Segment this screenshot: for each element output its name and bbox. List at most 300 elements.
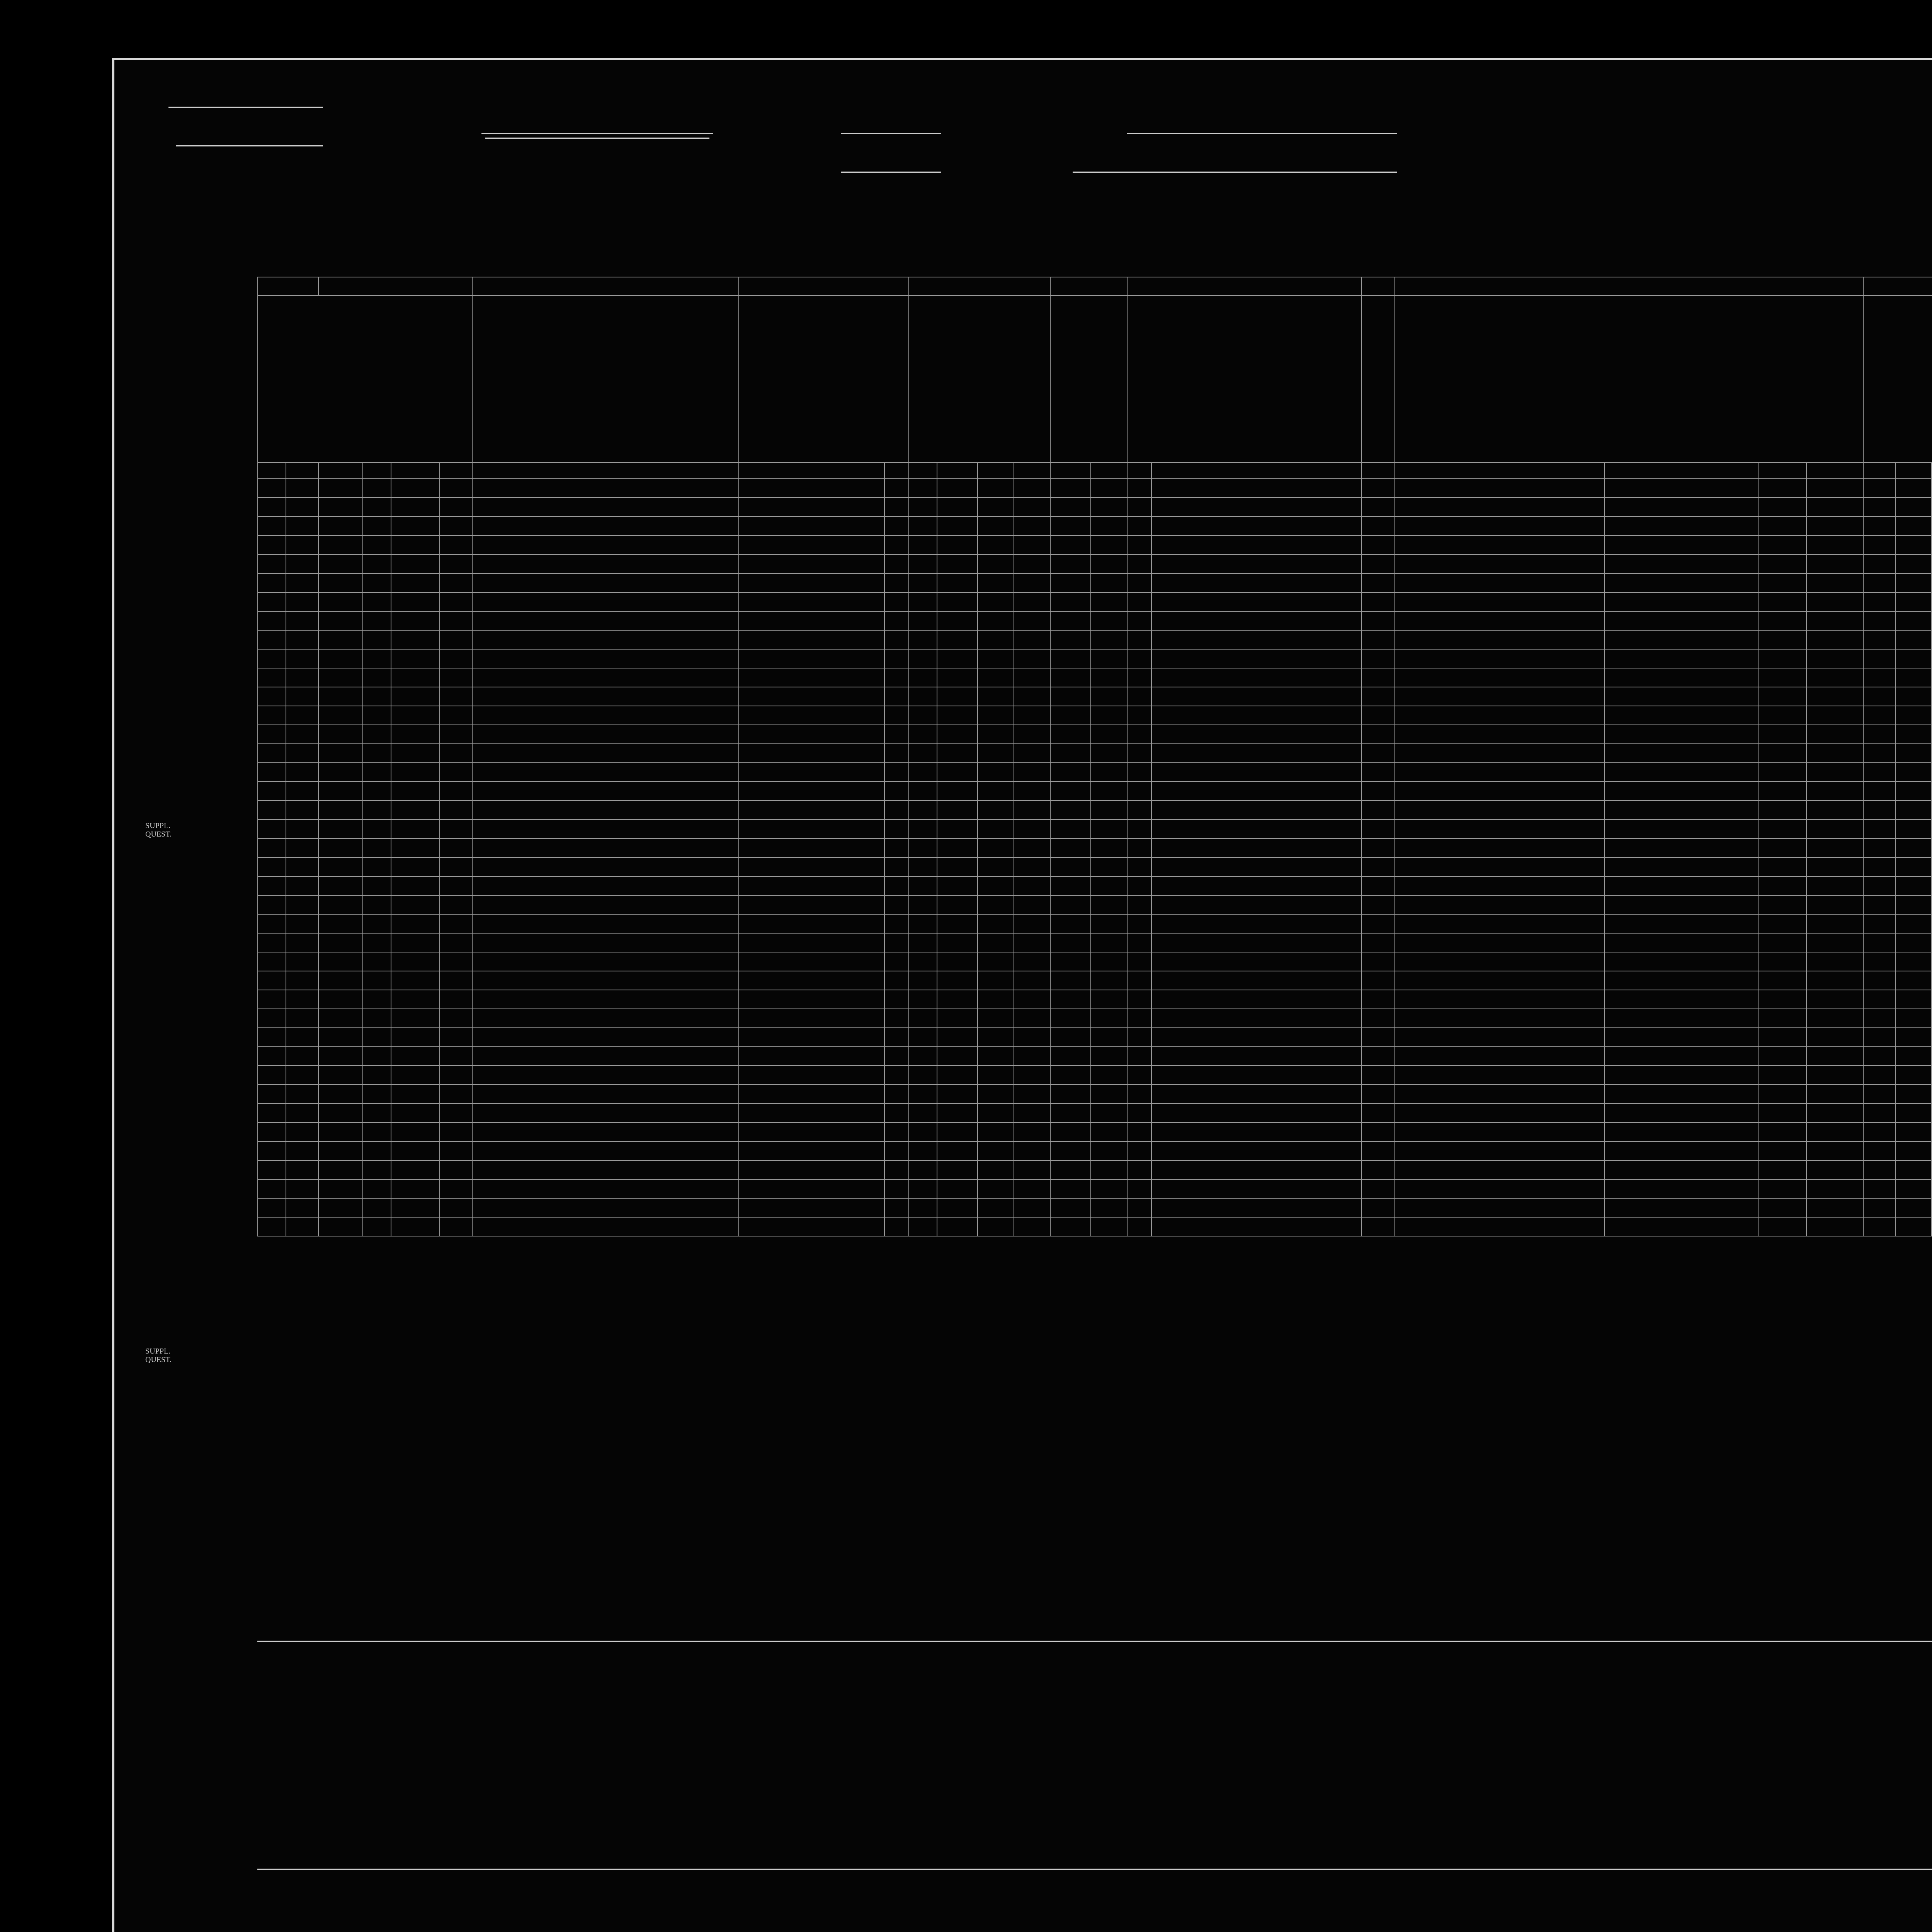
cell-sex — [909, 1009, 937, 1028]
cell-res-city — [1394, 1066, 1604, 1085]
cell-birthplace — [1151, 668, 1362, 687]
cell-sex — [909, 687, 937, 706]
cell-line — [258, 668, 286, 687]
cell-empty — [1895, 838, 1932, 857]
cell-race — [937, 952, 978, 971]
cell-owned — [363, 820, 391, 838]
cell-marital — [1014, 1104, 1050, 1122]
cell-empty — [286, 573, 318, 592]
cell-race — [937, 725, 978, 744]
table-row — [258, 1085, 1932, 1104]
cell-empty — [286, 554, 318, 573]
cell-farm — [440, 1179, 472, 1198]
cell-empty — [286, 1066, 318, 1085]
cell-empty — [1806, 1047, 1863, 1066]
cell-res-city — [1394, 1104, 1604, 1122]
cell-empty — [1758, 592, 1807, 611]
cell-relation — [739, 611, 884, 630]
cell-marital — [1014, 1028, 1050, 1047]
cell-marital — [1014, 479, 1050, 498]
cell-empty — [1604, 744, 1758, 763]
name-desc — [472, 296, 739, 463]
cell-empty — [884, 1122, 909, 1141]
cell-grade — [1091, 857, 1127, 876]
cell-school — [1050, 1198, 1091, 1217]
cell-res-city — [1394, 838, 1604, 857]
cell-empty — [1806, 1122, 1863, 1141]
cell-line — [258, 687, 286, 706]
cell-res-city — [1394, 876, 1604, 895]
cell-empty — [1758, 1179, 1807, 1198]
cell-value — [391, 1198, 440, 1217]
cell-race — [937, 554, 978, 573]
cell-line — [258, 649, 286, 668]
cell-name — [472, 1217, 739, 1236]
cell-age — [978, 1160, 1014, 1179]
cell-relation — [739, 838, 884, 857]
cell-empty — [1362, 1122, 1394, 1141]
cell-empty — [1604, 498, 1758, 517]
cell-at-work — [1863, 971, 1896, 990]
cell-age — [978, 1141, 1014, 1160]
cell-age — [978, 536, 1014, 554]
cell-empty — [1806, 1179, 1863, 1198]
cell-res-city — [1394, 1198, 1604, 1217]
cell-relation — [739, 1066, 884, 1085]
cell-age — [978, 801, 1014, 820]
cell-dwelling — [318, 933, 363, 952]
cell-empty — [1362, 933, 1394, 952]
cell-at-work — [1863, 782, 1896, 801]
cell-res-city — [1394, 1009, 1604, 1028]
cell-grade — [1091, 1066, 1127, 1085]
cell-race — [937, 630, 978, 649]
cell-empty — [1604, 838, 1758, 857]
cell-empty — [884, 876, 909, 895]
cell-birthplace — [1151, 1104, 1362, 1122]
cell-marital — [1014, 763, 1050, 782]
cell-school — [1050, 763, 1091, 782]
cell-res-city — [1394, 649, 1604, 668]
cell-empty — [1604, 914, 1758, 933]
cell-marital — [1014, 554, 1050, 573]
cell-line — [258, 933, 286, 952]
cell-sex — [909, 838, 937, 857]
cell-school — [1050, 1066, 1091, 1085]
cell-sex — [909, 1217, 937, 1236]
table-row — [258, 990, 1932, 1009]
cell-empty — [1362, 706, 1394, 725]
column-number — [363, 463, 391, 479]
cell-sex — [909, 649, 937, 668]
cell-empty — [884, 687, 909, 706]
cell-dwelling — [318, 801, 363, 820]
birth-desc — [1127, 296, 1362, 463]
cell-grade — [1091, 1179, 1127, 1198]
cell-school — [1050, 1217, 1091, 1236]
cell-farm — [440, 1047, 472, 1066]
cell-race — [937, 895, 978, 914]
cell-race — [937, 1198, 978, 1217]
cell-at-work — [1863, 536, 1896, 554]
cell-empty — [884, 1141, 909, 1160]
cell-empty — [1895, 592, 1932, 611]
cell-res-city — [1394, 1085, 1604, 1104]
cell-empty — [1362, 838, 1394, 857]
cell-empty — [1127, 895, 1151, 914]
cell-relation — [739, 1160, 884, 1179]
cell-empty — [1806, 1085, 1863, 1104]
cell-empty — [884, 668, 909, 687]
cell-empty — [1127, 744, 1151, 763]
state-value — [168, 107, 323, 108]
cell-birthplace — [1151, 1066, 1362, 1085]
table-row — [258, 838, 1932, 857]
cell-race — [937, 649, 978, 668]
cell-empty — [1362, 1028, 1394, 1047]
cell-empty — [1127, 914, 1151, 933]
cell-at-work — [1863, 838, 1896, 857]
cell-empty — [1604, 687, 1758, 706]
residence-desc — [1394, 296, 1863, 463]
cell-dwelling — [318, 592, 363, 611]
cell-at-work — [1863, 801, 1896, 820]
cell-empty — [1127, 592, 1151, 611]
cell-empty — [1895, 1198, 1932, 1217]
cell-race — [937, 536, 978, 554]
cell-farm — [440, 517, 472, 536]
cell-owned — [363, 763, 391, 782]
group-residence — [1394, 277, 1863, 296]
cell-race — [937, 744, 978, 763]
table-row — [258, 763, 1932, 782]
cell-race — [937, 763, 978, 782]
cell-dwelling — [318, 649, 363, 668]
township-value — [485, 138, 709, 139]
cell-marital — [1014, 1198, 1050, 1217]
ward-value — [841, 118, 941, 134]
cell-marital — [1014, 914, 1050, 933]
cell-grade — [1091, 1085, 1127, 1104]
cell-empty — [1758, 838, 1807, 857]
cell-empty — [1806, 1217, 1863, 1236]
cell-empty — [286, 1085, 318, 1104]
cell-farm — [440, 554, 472, 573]
cell-empty — [1362, 1179, 1394, 1198]
cell-owned — [363, 611, 391, 630]
cell-grade — [1091, 838, 1127, 857]
cell-line — [258, 971, 286, 990]
cell-empty — [1362, 1160, 1394, 1179]
cell-empty — [286, 1104, 318, 1122]
cell-race — [937, 914, 978, 933]
cell-race — [937, 876, 978, 895]
cell-race — [937, 517, 978, 536]
cell-sex — [909, 668, 937, 687]
cell-value — [391, 933, 440, 952]
cell-relation — [739, 857, 884, 876]
cell-empty — [1362, 536, 1394, 554]
cell-empty — [286, 990, 318, 1009]
cell-value — [391, 573, 440, 592]
cell-birthplace — [1151, 801, 1362, 820]
cell-owned — [363, 1122, 391, 1141]
cell-birthplace — [1151, 876, 1362, 895]
cell-dwelling — [318, 1141, 363, 1160]
cell-at-work — [1863, 1198, 1896, 1217]
cell-empty — [884, 1198, 909, 1217]
cell-grade — [1091, 725, 1127, 744]
cell-empty — [1362, 498, 1394, 517]
cell-birthplace — [1151, 820, 1362, 838]
cell-empty — [1895, 517, 1932, 536]
cell-school — [1050, 820, 1091, 838]
cell-value — [391, 706, 440, 725]
cell-farm — [440, 668, 472, 687]
cell-sex — [909, 971, 937, 990]
cell-dwelling — [318, 668, 363, 687]
cell-name — [472, 1009, 739, 1028]
cell-grade — [1091, 1217, 1127, 1236]
cell-empty — [1895, 990, 1932, 1009]
cell-name — [472, 630, 739, 649]
cell-empty — [286, 952, 318, 971]
cell-empty — [1362, 1104, 1394, 1122]
cell-empty — [1127, 517, 1151, 536]
cell-age — [978, 649, 1014, 668]
cell-value — [391, 479, 440, 498]
cell-empty — [884, 1085, 909, 1104]
cell-empty — [286, 725, 318, 744]
cell-grade — [1091, 933, 1127, 952]
cell-grade — [1091, 536, 1127, 554]
cell-empty — [1895, 971, 1932, 990]
cell-empty — [1806, 536, 1863, 554]
cell-grade — [1091, 1160, 1127, 1179]
cell-empty — [1362, 649, 1394, 668]
cell-line — [258, 1085, 286, 1104]
cell-farm — [440, 933, 472, 952]
cell-empty — [884, 649, 909, 668]
cell-empty — [1758, 687, 1807, 706]
cell-empty — [286, 1141, 318, 1160]
cell-at-work — [1863, 1028, 1896, 1047]
cell-empty — [1895, 952, 1932, 971]
cell-value — [391, 763, 440, 782]
cell-relation — [739, 592, 884, 611]
cell-name — [472, 1141, 739, 1160]
cell-school — [1050, 1141, 1091, 1160]
cell-at-work — [1863, 895, 1896, 914]
cell-empty — [1127, 990, 1151, 1009]
cell-res-city — [1394, 990, 1604, 1009]
cell-race — [937, 971, 978, 990]
cell-name — [472, 1122, 739, 1141]
cell-value — [391, 1104, 440, 1122]
cell-relation — [739, 536, 884, 554]
cell-school — [1050, 649, 1091, 668]
column-number — [1863, 463, 1896, 479]
cell-owned — [363, 971, 391, 990]
cell-empty — [884, 857, 909, 876]
unincorporated-value — [1127, 118, 1397, 134]
cell-marital — [1014, 971, 1050, 990]
cell-line — [258, 914, 286, 933]
cell-empty — [1758, 479, 1807, 498]
cell-empty — [286, 1217, 318, 1236]
cell-grade — [1091, 573, 1127, 592]
cell-at-work — [1863, 857, 1896, 876]
cell-relation — [739, 573, 884, 592]
cell-empty — [884, 952, 909, 971]
cell-sex — [909, 933, 937, 952]
cell-empty — [1895, 744, 1932, 763]
cell-empty — [1806, 592, 1863, 611]
cell-sex — [909, 1085, 937, 1104]
cell-age — [978, 498, 1014, 517]
cell-race — [937, 1085, 978, 1104]
cell-res-city — [1394, 857, 1604, 876]
cell-birthplace — [1151, 1047, 1362, 1066]
cell-empty — [286, 857, 318, 876]
cell-empty — [1127, 1141, 1151, 1160]
cell-empty — [1604, 649, 1758, 668]
suppl-quest-mark-left-2: SUPPL. QUEST. — [145, 1347, 172, 1364]
cell-race — [937, 1141, 978, 1160]
cell-sex — [909, 479, 937, 498]
cell-at-work — [1863, 744, 1896, 763]
cell-relation — [739, 1141, 884, 1160]
cell-res-city — [1394, 763, 1604, 782]
cell-empty — [884, 990, 909, 1009]
cell-race — [937, 990, 978, 1009]
cell-empty — [1604, 1141, 1758, 1160]
cell-dwelling — [318, 706, 363, 725]
cell-value — [391, 952, 440, 971]
cell-line — [258, 895, 286, 914]
cell-empty — [286, 479, 318, 498]
column-number — [884, 463, 909, 479]
cell-grade — [1091, 876, 1127, 895]
cell-res-city — [1394, 1217, 1604, 1236]
cell-school — [1050, 1047, 1091, 1066]
cell-owned — [363, 914, 391, 933]
cell-at-work — [1863, 1160, 1896, 1179]
cell-grade — [1091, 1028, 1127, 1047]
cell-grade — [1091, 1009, 1127, 1028]
cell-empty — [1895, 820, 1932, 838]
cell-empty — [1806, 517, 1863, 536]
cell-owned — [363, 990, 391, 1009]
cell-empty — [884, 971, 909, 990]
cell-birthplace — [1151, 933, 1362, 952]
cell-empty — [1758, 990, 1807, 1009]
cell-line — [258, 554, 286, 573]
cell-age — [978, 573, 1014, 592]
cell-name — [472, 857, 739, 876]
cell-at-work — [1863, 763, 1896, 782]
cell-farm — [440, 479, 472, 498]
cell-line — [258, 630, 286, 649]
cell-empty — [1604, 763, 1758, 782]
cell-owned — [363, 1198, 391, 1217]
cell-marital — [1014, 592, 1050, 611]
cell-age — [978, 952, 1014, 971]
cell-empty — [1806, 498, 1863, 517]
cell-res-city — [1394, 611, 1604, 630]
cell-marital — [1014, 876, 1050, 895]
cell-res-city — [1394, 820, 1604, 838]
cell-age — [978, 1198, 1014, 1217]
cell-empty — [1604, 895, 1758, 914]
cell-name — [472, 479, 739, 498]
cell-empty — [1758, 649, 1807, 668]
group-relation — [739, 277, 909, 296]
cell-grade — [1091, 554, 1127, 573]
cell-empty — [884, 1217, 909, 1236]
column-number — [1050, 463, 1091, 479]
cell-name — [472, 517, 739, 536]
cell-empty — [884, 725, 909, 744]
cell-school — [1050, 1160, 1091, 1179]
cell-name — [472, 952, 739, 971]
cell-empty — [1362, 952, 1394, 971]
cell-res-city — [1394, 952, 1604, 971]
group-personal — [909, 277, 1050, 296]
table-row — [258, 1217, 1932, 1236]
cell-empty — [1127, 763, 1151, 782]
cell-value — [391, 649, 440, 668]
cell-value — [391, 1122, 440, 1141]
cell-empty — [286, 838, 318, 857]
cell-empty — [1127, 1085, 1151, 1104]
education-desc — [1050, 296, 1127, 463]
table-row — [258, 573, 1932, 592]
cell-farm — [440, 687, 472, 706]
table-row — [258, 801, 1932, 820]
cell-marital — [1014, 1009, 1050, 1028]
cell-empty — [1604, 592, 1758, 611]
table-row — [258, 876, 1932, 895]
cell-name — [472, 895, 739, 914]
cell-empty — [1604, 1104, 1758, 1122]
cell-race — [937, 1047, 978, 1066]
cell-dwelling — [318, 1198, 363, 1217]
cell-at-work — [1863, 1179, 1896, 1198]
cell-birthplace — [1151, 971, 1362, 990]
cell-race — [937, 1217, 978, 1236]
cell-school — [1050, 479, 1091, 498]
cell-farm — [440, 1141, 472, 1160]
cell-empty — [286, 1198, 318, 1217]
cell-grade — [1091, 611, 1127, 630]
cell-empty — [1758, 630, 1807, 649]
cell-value — [391, 782, 440, 801]
cell-empty — [1604, 706, 1758, 725]
cell-res-city — [1394, 914, 1604, 933]
cell-res-city — [1394, 706, 1604, 725]
cell-empty — [1758, 1047, 1807, 1066]
cell-at-work — [1863, 573, 1896, 592]
cell-grade — [1091, 952, 1127, 971]
cell-at-work — [1863, 1104, 1896, 1122]
table-row — [258, 820, 1932, 838]
cell-empty — [286, 876, 318, 895]
cell-farm — [440, 838, 472, 857]
table-row — [258, 1198, 1932, 1217]
cell-empty — [1362, 668, 1394, 687]
census-sheet — [112, 58, 1932, 1932]
